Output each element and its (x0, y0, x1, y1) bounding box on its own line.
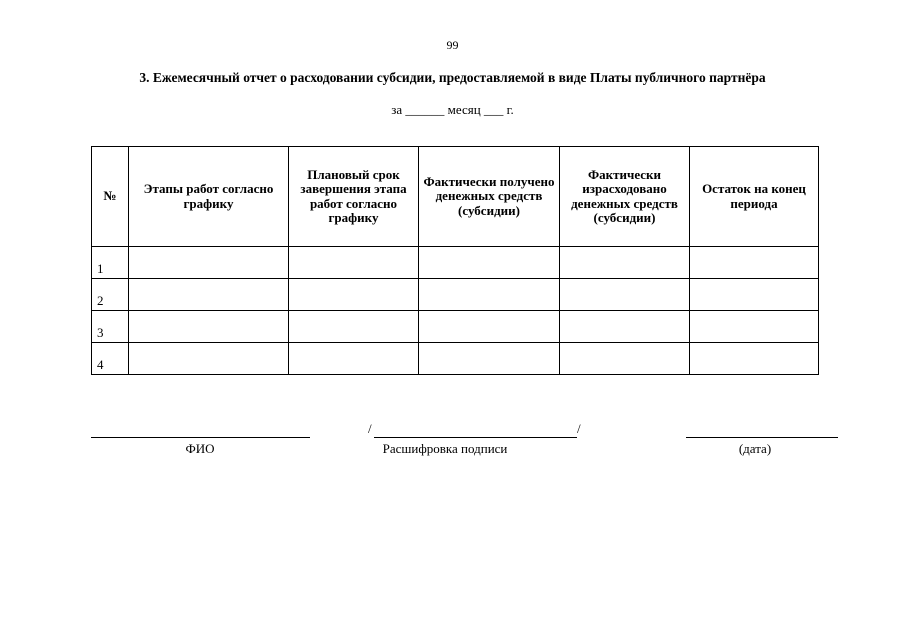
table-cell[interactable] (419, 247, 560, 279)
table-cell[interactable] (690, 247, 819, 279)
table-cell[interactable] (560, 343, 690, 375)
table-cell[interactable] (289, 343, 419, 375)
table-cell[interactable] (419, 343, 560, 375)
header-balance: Остаток на конец периода (690, 147, 819, 247)
table-cell[interactable] (690, 311, 819, 343)
date-signature-line[interactable] (686, 437, 838, 438)
fio-signature-line[interactable] (91, 437, 310, 438)
row-number: 3 (92, 311, 129, 343)
table-row (92, 279, 819, 311)
table-row (92, 311, 819, 343)
row-number: 2 (92, 279, 129, 311)
decode-slash-right: / (577, 421, 581, 436)
header-planned-deadline: Плановый срок завершения этапа работ согласно графику (289, 147, 419, 247)
decode-signature-line[interactable] (374, 437, 577, 438)
table-cell[interactable] (560, 279, 690, 311)
row-number: 4 (92, 343, 129, 375)
table-cell[interactable] (129, 343, 289, 375)
header-number: № (92, 147, 129, 247)
table-header-row (92, 147, 819, 247)
table-cell[interactable] (129, 311, 289, 343)
header-funds-received: Фактически получено денежных средств (субсидии) (419, 147, 560, 247)
date-label: (дата) (738, 441, 772, 456)
table-cell[interactable] (289, 247, 419, 279)
period-line: за ______ месяц ___ г. (391, 102, 514, 117)
page-number: 99 (446, 38, 459, 52)
decode-slash-left: / (368, 421, 372, 436)
fio-label: ФИО (185, 441, 215, 456)
table-cell[interactable] (560, 311, 690, 343)
header-work-stages: Этапы работ согласно графику (129, 147, 289, 247)
header-funds-spent: Фактически израсходовано денежных средств (субсидии) (560, 147, 690, 247)
table-row (92, 247, 819, 279)
table-cell[interactable] (289, 279, 419, 311)
page-title: 3. Ежемесячный отчет о расходовании субсидии, предоставляемой в виде Платы публичного партнёра (139, 70, 766, 85)
report-table (91, 146, 819, 375)
table-cell[interactable] (129, 279, 289, 311)
table-cell[interactable] (419, 279, 560, 311)
table-cell[interactable] (690, 279, 819, 311)
row-number: 1 (92, 247, 129, 279)
table-row (92, 343, 819, 375)
table-cell[interactable] (690, 343, 819, 375)
decode-label: Расшифровка подписи (382, 441, 508, 456)
table-cell[interactable] (560, 247, 690, 279)
table-cell[interactable] (129, 247, 289, 279)
table-cell[interactable] (289, 311, 419, 343)
table-cell[interactable] (419, 311, 560, 343)
